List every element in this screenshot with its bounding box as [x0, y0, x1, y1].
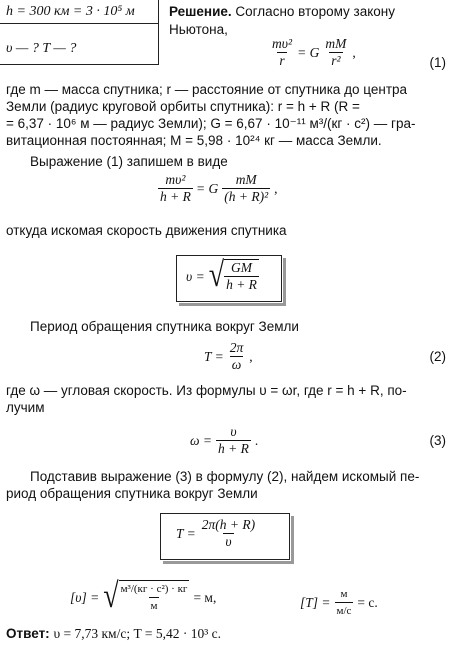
eq1-lhs-denominator: r [279, 53, 285, 68]
period2-lhs: T = [176, 526, 196, 541]
para5-line-1: где ω — угловая скорость. Из формулы υ = ωr, где r = h + R, по- [6, 383, 407, 398]
units-square-root-icon: √ $\frac{\text{м³/(кг · с²) · кг}}{м}$ [103, 577, 188, 616]
units-period-denominator: м/с [335, 602, 354, 619]
para1-line-4: витационная постоянная; M = 5,98 · 10²⁴ кг — масса Земли. [6, 133, 382, 148]
units-period-result: = с. [357, 595, 378, 610]
period-tail: , [249, 349, 253, 364]
solution-intro-line-2: Ньютона, [169, 22, 228, 37]
para6-line-1: Подставив выражение (3) в формулу (2), найдем искомый пе- [30, 469, 420, 484]
eq2-rhs-numerator: mM [235, 172, 257, 187]
eq2-rhs-denominator: (h + R)² [224, 189, 269, 204]
velocity-lhs: υ = [186, 268, 205, 284]
given-vertical-rule [158, 0, 159, 64]
omega-tail: . [254, 433, 259, 448]
answer-label: Ответ: [6, 626, 50, 641]
period-denominator: ω [231, 357, 242, 372]
period2-numerator: 2π(h + R) [201, 517, 256, 532]
velocity-numerator: GM [230, 260, 252, 275]
paragraph-period: Период обращения спутника вокруг Земли [30, 319, 299, 334]
units-period-lhs: [T] = [300, 595, 331, 610]
solution-heading: Решение. [169, 4, 232, 19]
period-lhs: T = [204, 349, 224, 364]
eq2-tail: , [274, 181, 278, 196]
units-velocity-lhs: [υ] = [70, 589, 100, 605]
eq1-rhs-numerator: mM [325, 36, 347, 51]
given-bottom-rule [0, 64, 159, 65]
omega-lhs: ω = [190, 433, 213, 448]
para1-line-1: где m — масса спутника; r — расстояние от спутника до центра [6, 82, 408, 97]
equation-2: $\frac{\text{mυ²}}{h + R}$ = G $\frac{mM}{\text{(h + R)²}}$ , [160, 172, 278, 204]
units-period [300, 586, 378, 619]
units-velocity [70, 577, 217, 616]
para5-line-2: лучим [6, 400, 45, 415]
units-velocity-denominator: м [149, 597, 160, 614]
period-formula [176, 517, 257, 550]
answer-text: υ = 7,73 км/с; T = 5,42 · 10³ с. [53, 626, 221, 641]
eq1-rhs-denominator: r² [331, 53, 341, 68]
omega-denominator: h + R [218, 441, 249, 456]
para6-line-2: риод обращения спутника вокруг Земли [6, 486, 258, 501]
square-root-icon: √ $\frac{GM}{h + R}$ [208, 256, 257, 295]
velocity-denominator: h + R [226, 277, 257, 292]
paragraph-angular [6, 382, 458, 416]
eq1-gravity-constant: G [309, 45, 320, 60]
equation-1: $\frac{\text{mυ²}}{r}$ = G $\frac{mM}{\text{r²}}$ , [272, 36, 356, 68]
period-numerator: 2π [229, 340, 244, 355]
period2-denominator: υ [225, 534, 232, 549]
eq2-lhs-denominator: h + R [160, 189, 191, 204]
eq1-lhs-numerator: mυ² [272, 36, 292, 51]
para1-line-2: Земли (радиус круговой орбиты спутника): r = h + R (R = [6, 99, 360, 114]
equation-1-number: (1) [429, 55, 446, 70]
solution-intro-line-1 [169, 3, 454, 20]
paragraph-rewrite: Выражение (1) запишем в виде [30, 154, 228, 169]
para1-line-3: = 6,37 · 10⁶ м — радиус Земли); G = 6,67 · 10⁻¹¹ м³/(кг · с²) — гра- [6, 116, 416, 131]
units-velocity-result: = м, [193, 589, 217, 605]
given-line-1: h = 300 км = 3 · 10⁵ м [6, 4, 135, 19]
solution-intro-text: Согласно второму закону [235, 4, 395, 19]
answer-line [6, 625, 221, 642]
paragraph-speed: откуда искомая скорость движения спутника [6, 223, 287, 238]
omega-numerator: υ [230, 424, 237, 439]
paragraph-substitute [6, 468, 458, 502]
paragraph-definitions [6, 81, 458, 149]
units-period-numerator: м [340, 588, 348, 600]
units-velocity-numerator: м³/(кг · с²) · кг [120, 583, 188, 595]
given-divider [0, 23, 158, 24]
eq2-lhs-numerator: mυ² [165, 172, 186, 187]
eq2-gravity-constant: G [208, 181, 219, 196]
given-line-2: υ — ? T — ? [6, 41, 77, 56]
equation-2-number: (2) [429, 349, 446, 364]
equation-3-number: (3) [429, 433, 446, 448]
equation-3 [190, 424, 258, 457]
velocity-formula [186, 256, 259, 295]
equation-2-period [204, 340, 253, 373]
